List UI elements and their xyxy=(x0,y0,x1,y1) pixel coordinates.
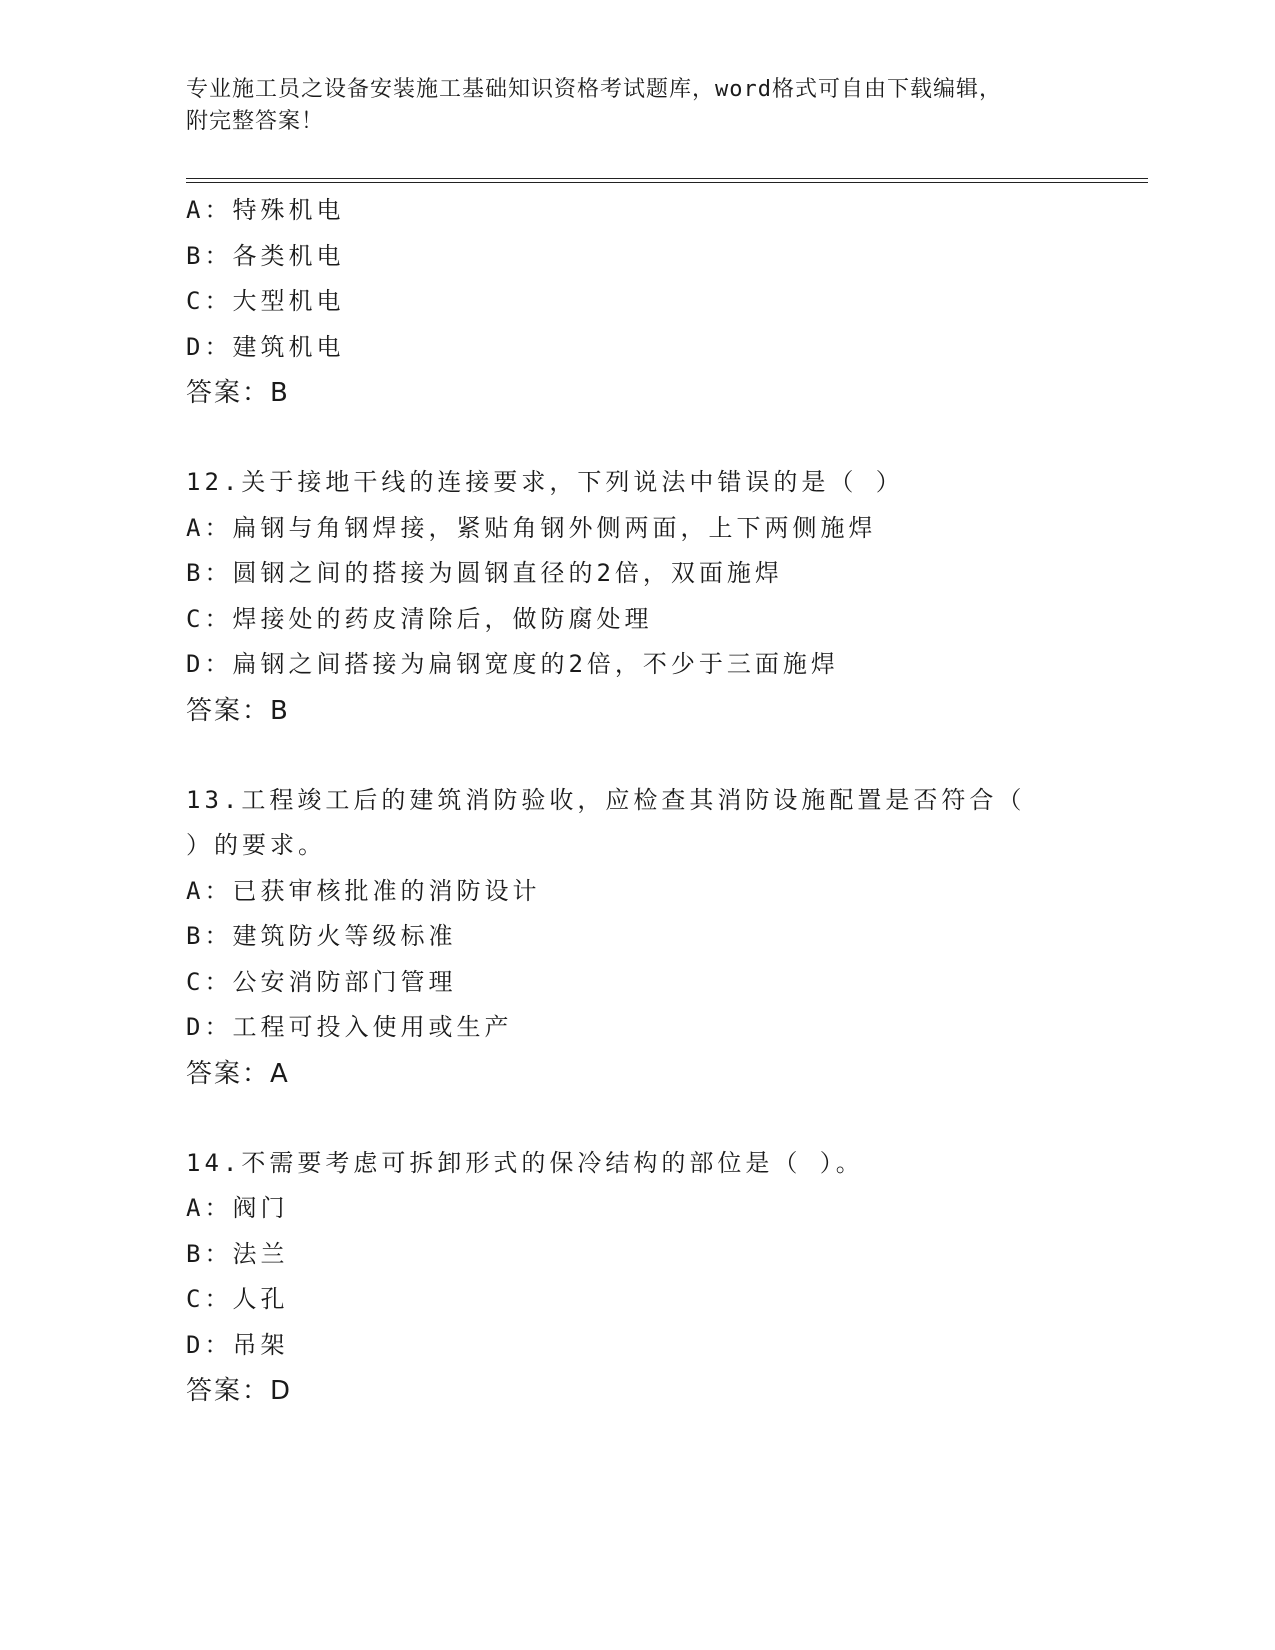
question-title: 12.关于接地干线的连接要求，下列说法中错误的是（ ） xyxy=(186,468,904,496)
question-title-line-2: ）的要求。 xyxy=(186,831,326,859)
answer: 答案：B xyxy=(186,378,290,408)
answer: 答案：A xyxy=(186,1058,290,1089)
option-d: D：建筑机电 xyxy=(186,332,345,361)
option-d: D：吊架 xyxy=(186,1330,289,1359)
option-b: B：各类机电 xyxy=(186,241,345,270)
header-line-2: 附完整答案！ xyxy=(186,109,325,134)
header-line-1: 专业施工员之设备安装施工基础知识资格考试题库，word格式可自由下载编辑， xyxy=(186,77,1002,102)
header-divider-bottom xyxy=(186,182,1148,183)
document-header xyxy=(186,74,1086,138)
option-a: A：已获审核批准的消防设计 xyxy=(186,876,541,905)
header-divider-top xyxy=(186,178,1148,179)
option-c: C：焊接处的药皮清除后，做防腐处理 xyxy=(186,604,653,633)
option-b: B：建筑防火等级标准 xyxy=(186,922,457,950)
question-list xyxy=(186,188,1146,1414)
question-13 xyxy=(186,778,1146,1097)
option-c: C：大型机电 xyxy=(186,287,345,315)
option-b: B：圆钢之间的搭接为圆钢直径的2倍，双面施焊 xyxy=(186,559,783,587)
option-d: D：扁钢之间搭接为扁钢宽度的2倍，不少于三面施焊 xyxy=(186,650,839,678)
option-c: C：人孔 xyxy=(186,1285,289,1313)
option-c: C：公安消防部门管理 xyxy=(186,967,457,996)
question-12 xyxy=(186,460,1146,734)
question-title: 14.不需要考虑可拆卸形式的保冷结构的部位是（ ）。 xyxy=(186,1148,864,1177)
question-14 xyxy=(186,1141,1146,1415)
option-d: D：工程可投入使用或生产 xyxy=(186,1013,513,1041)
option-b: B：法兰 xyxy=(186,1239,289,1268)
option-a: A：阀门 xyxy=(186,1194,289,1222)
question-title-line-1: 13.工程竣工后的建筑消防验收，应检查其消防设施配置是否符合（ xyxy=(186,785,1026,814)
question-11 xyxy=(186,188,1146,416)
answer: 答案：B xyxy=(186,695,290,726)
option-a: A：扁钢与角钢焊接，紧贴角钢外侧两面，上下两侧施焊 xyxy=(186,513,877,542)
option-a: A：特殊机电 xyxy=(186,196,345,224)
answer: 答案：D xyxy=(186,1376,293,1406)
